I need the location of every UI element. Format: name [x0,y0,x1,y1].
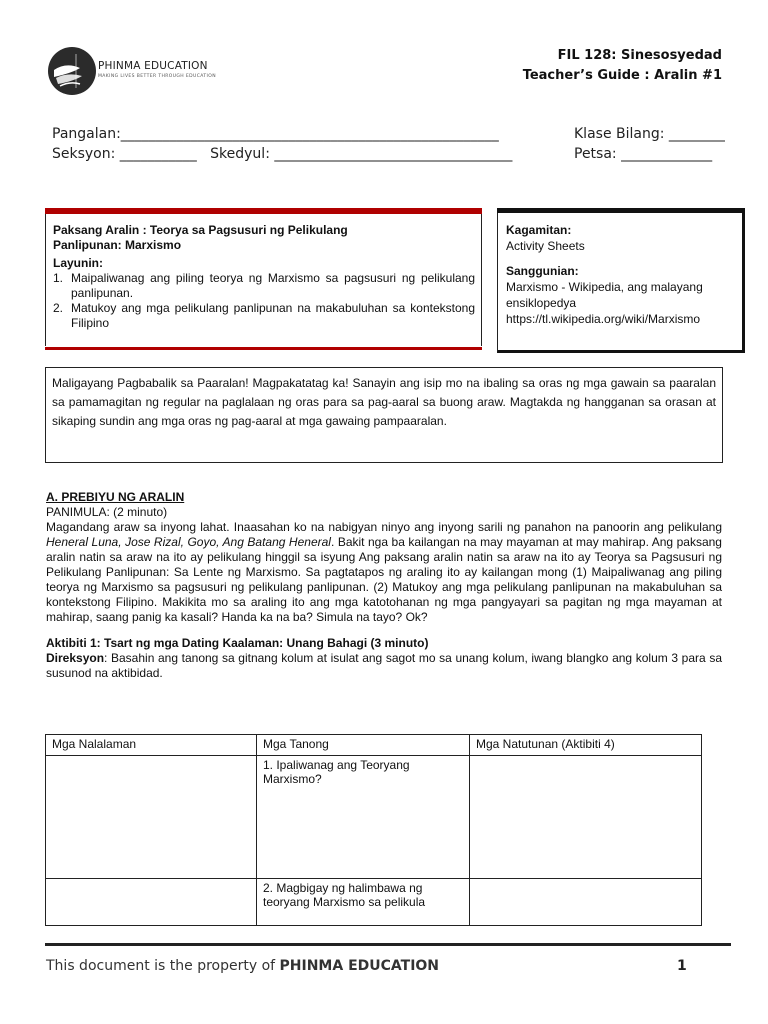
materials-box [497,208,745,353]
section-preview [46,490,722,681]
table-row [46,879,702,926]
course-title: FIL 128: Sinesosyedad [557,48,722,63]
kwl-table [45,734,702,926]
lesson-box [45,208,482,346]
table-header: Mga Tanong [257,735,470,756]
objective-item: 1. Maipaliwanag ang piling teorya ng Marxismo sa pagsusuri ng pelikulang panlipunan. [53,271,475,300]
intro-paragraph: Magandang araw sa inyong lahat. Inaasahan ko na nabigyan ninyo ang inyong sarili ng panahon na panoorin ang pelikulang Heneral Luna, Jose Rizal, Goyo, Ang Batang Heneral. Bakit nga ba kailangan na may mayaman at may mahirap. Ang paksang aralin natin sa araw na ito ay pelikulang hinggil sa isyung Ang paksang aralin natin sa araw na ito ay Teorya sa Pagsusuri ng Pelikulang Panlipunan: Sa Lente ng Marxismo. Sa pagtatapos ng araling ito ay kailangan mong (1) Maipaliwanag ang piling teorya ng Marxismo sa pagsusuri ng pelikulang panlipunan. (2) Matukoy ang mga pelikulang panlipunan na makabuluhan sa kontekstong Filipino. Makikita mo sa araling ito ang mga katotohanan ng mga pangyayari sa pagitan ng mga mayaman at mahirap, saang panig ka kasali? Handa ka na ba? Simula na tayo? Ok? [46,520,722,624]
known-cell[interactable] [46,879,257,926]
film-titles: Heneral Luna, Jose Rizal, Goyo, Ang Batang Heneral [46,535,331,549]
directions-label: Direksyon [46,651,105,665]
activity-title: Aktibiti 1: Tsart ng mga Dating Kaalaman: Unang Bahagi (3 minuto) [46,636,429,650]
known-cell[interactable] [46,756,257,879]
intro-label: PANIMULA: (2 minuto) [46,505,168,519]
logo-name: PHINMA EDUCATION [98,60,208,72]
table-row [46,756,702,879]
materials-label: Kagamitan: [506,223,572,237]
footer-owner: PHINMA EDUCATION [279,958,440,974]
schedule-field: Skedyul: __________________________________ [210,146,513,162]
footer-property: This document is the property of PHINMA EDUCATION [46,958,440,974]
footer-divider [45,943,731,946]
date-field: Petsa: _____________ [574,146,713,162]
table-header: Mga Nalalaman [46,735,257,756]
name-field: Pangalan:______________________________________________________ [52,126,499,142]
class-number-field: Klase Bilang: ________ [574,126,725,142]
references-line1: Marxismo - Wikipedia, ang malayang [506,280,703,294]
guide-title: Teacher’s Guide : Aralin #1 [522,68,722,83]
learned-cell[interactable] [470,756,702,879]
table-header: Mga Natutunan (Aktibiti 4) [470,735,702,756]
page-number: 1 [677,958,687,974]
question-cell: 2. Magbigay ng halimbawa ng teoryang Marxismo sa pelikula [257,879,470,926]
objectives-list [53,271,475,331]
course-header [523,46,722,86]
objective-item: 2. Matukoy ang mga pelikulang panlipunan na makabuluhan sa kontekstong Filipino [53,301,475,330]
welcome-message: Maligayang Pagbabalik sa Paaralan! Magpakatatag ka! Sanayin ang isip mo na ibaling sa oras ng mga gawain sa paaralan sa pamamagitan ng regular na paglalaan ng oras para sa pag-aaral sa buong araw. Magtakda ng hangganan sa orasan at sikaping sundin ang mga oras ng pag-aaral at mga gawaing pampaaralan. [45,367,723,463]
materials-value: Activity Sheets [506,239,585,253]
table-header-row [46,735,702,756]
phinma-logo-icon [46,40,98,102]
activity-directions: Direksyon: Basahin ang tanong sa gitnang kolum at isulat ang sagot mo sa unang kolum, iwang blangko ang kolum 3 para sa susunod na aktibidad. [46,651,722,680]
objectives-label: Layunin: [53,256,103,270]
references-line2: ensiklopedya [506,296,577,310]
lesson-topic-line1: Paksang Aralin : Teorya sa Pagsusuri ng Pelikulang [53,223,348,237]
lesson-topic-line2: Panlipunan: Marxismo [53,238,182,252]
question-cell: 1. Ipaliwanag ang Teoryang Marxismo? [257,756,470,879]
references-link[interactable]: https://tl.wikipedia.org/wiki/Marxismo [506,312,701,326]
logo-tagline: MAKING LIVES BETTER THROUGH EDUCATION [98,74,216,79]
references-label: Sanggunian: [506,264,579,278]
section-title: A. PREBIYU NG ARALIN [46,490,185,504]
section-schedule-field [52,146,512,162]
section-field: Seksyon: ___________ [52,146,197,162]
learned-cell[interactable] [470,879,702,926]
